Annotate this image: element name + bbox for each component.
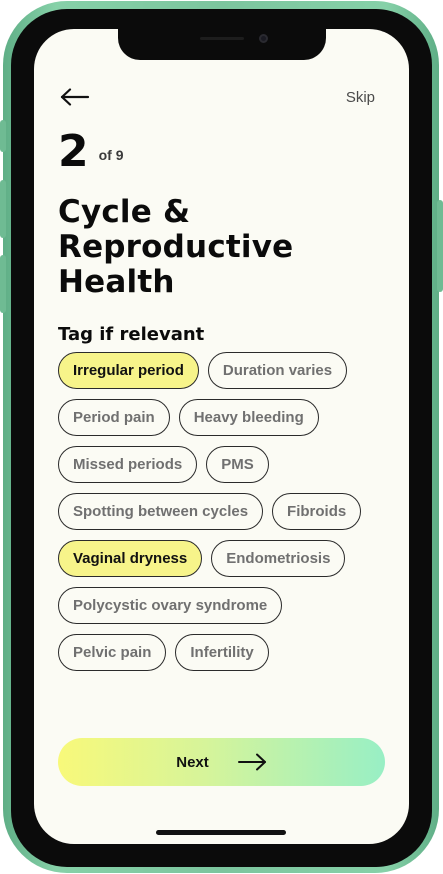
tag-row [58, 540, 388, 577]
tag-row [58, 399, 388, 436]
tag-polycystic-ovary-syndrome[interactable]: Polycystic ovary syndrome [58, 587, 282, 624]
tag-row [58, 446, 388, 483]
tag-missed-periods[interactable]: Missed periods [58, 446, 197, 483]
tag-irregular-period[interactable]: Irregular period [58, 352, 199, 389]
home-indicator[interactable] [156, 830, 286, 835]
skip-button[interactable]: Skip [345, 89, 375, 106]
next-button-label: Next [176, 753, 209, 771]
page-title-line: Reproductive [58, 229, 294, 265]
tag-row [58, 352, 388, 389]
tag-duration-varies[interactable]: Duration varies [208, 352, 347, 389]
tags-heading: Tag if relevant [58, 324, 205, 345]
tag-infertility[interactable]: Infertility [175, 634, 268, 671]
tag-list [58, 352, 388, 681]
arrow-right-icon [237, 753, 267, 771]
page-title [58, 195, 388, 300]
page-title-line: Cycle & [58, 194, 191, 230]
back-button[interactable] [60, 84, 96, 110]
tag-heavy-bleeding[interactable]: Heavy bleeding [179, 399, 319, 436]
step-number: 2 [58, 126, 89, 177]
volume-down-button [0, 255, 6, 313]
page-title-line: Health [58, 264, 175, 300]
tag-row [58, 634, 388, 671]
side-button [0, 120, 6, 152]
tag-fibroids[interactable]: Fibroids [272, 493, 361, 530]
speaker-grille [200, 37, 244, 40]
arrow-left-icon [60, 88, 90, 106]
tag-endometriosis[interactable]: Endometriosis [211, 540, 345, 577]
tag-pelvic-pain[interactable]: Pelvic pain [58, 634, 166, 671]
step-total: of 9 [98, 147, 124, 163]
front-camera [259, 34, 268, 43]
app-screen [34, 29, 409, 844]
volume-up-button [0, 180, 6, 238]
tag-vaginal-dryness[interactable]: Vaginal dryness [58, 540, 202, 577]
tag-row [58, 587, 388, 624]
next-button[interactable] [58, 738, 385, 786]
tag-spotting-between-cycles[interactable]: Spotting between cycles [58, 493, 263, 530]
step-indicator [58, 126, 124, 177]
phone-notch [118, 29, 326, 60]
tag-period-pain[interactable]: Period pain [58, 399, 170, 436]
power-button [437, 200, 443, 292]
tag-row [58, 493, 388, 530]
tag-pms[interactable]: PMS [206, 446, 269, 483]
